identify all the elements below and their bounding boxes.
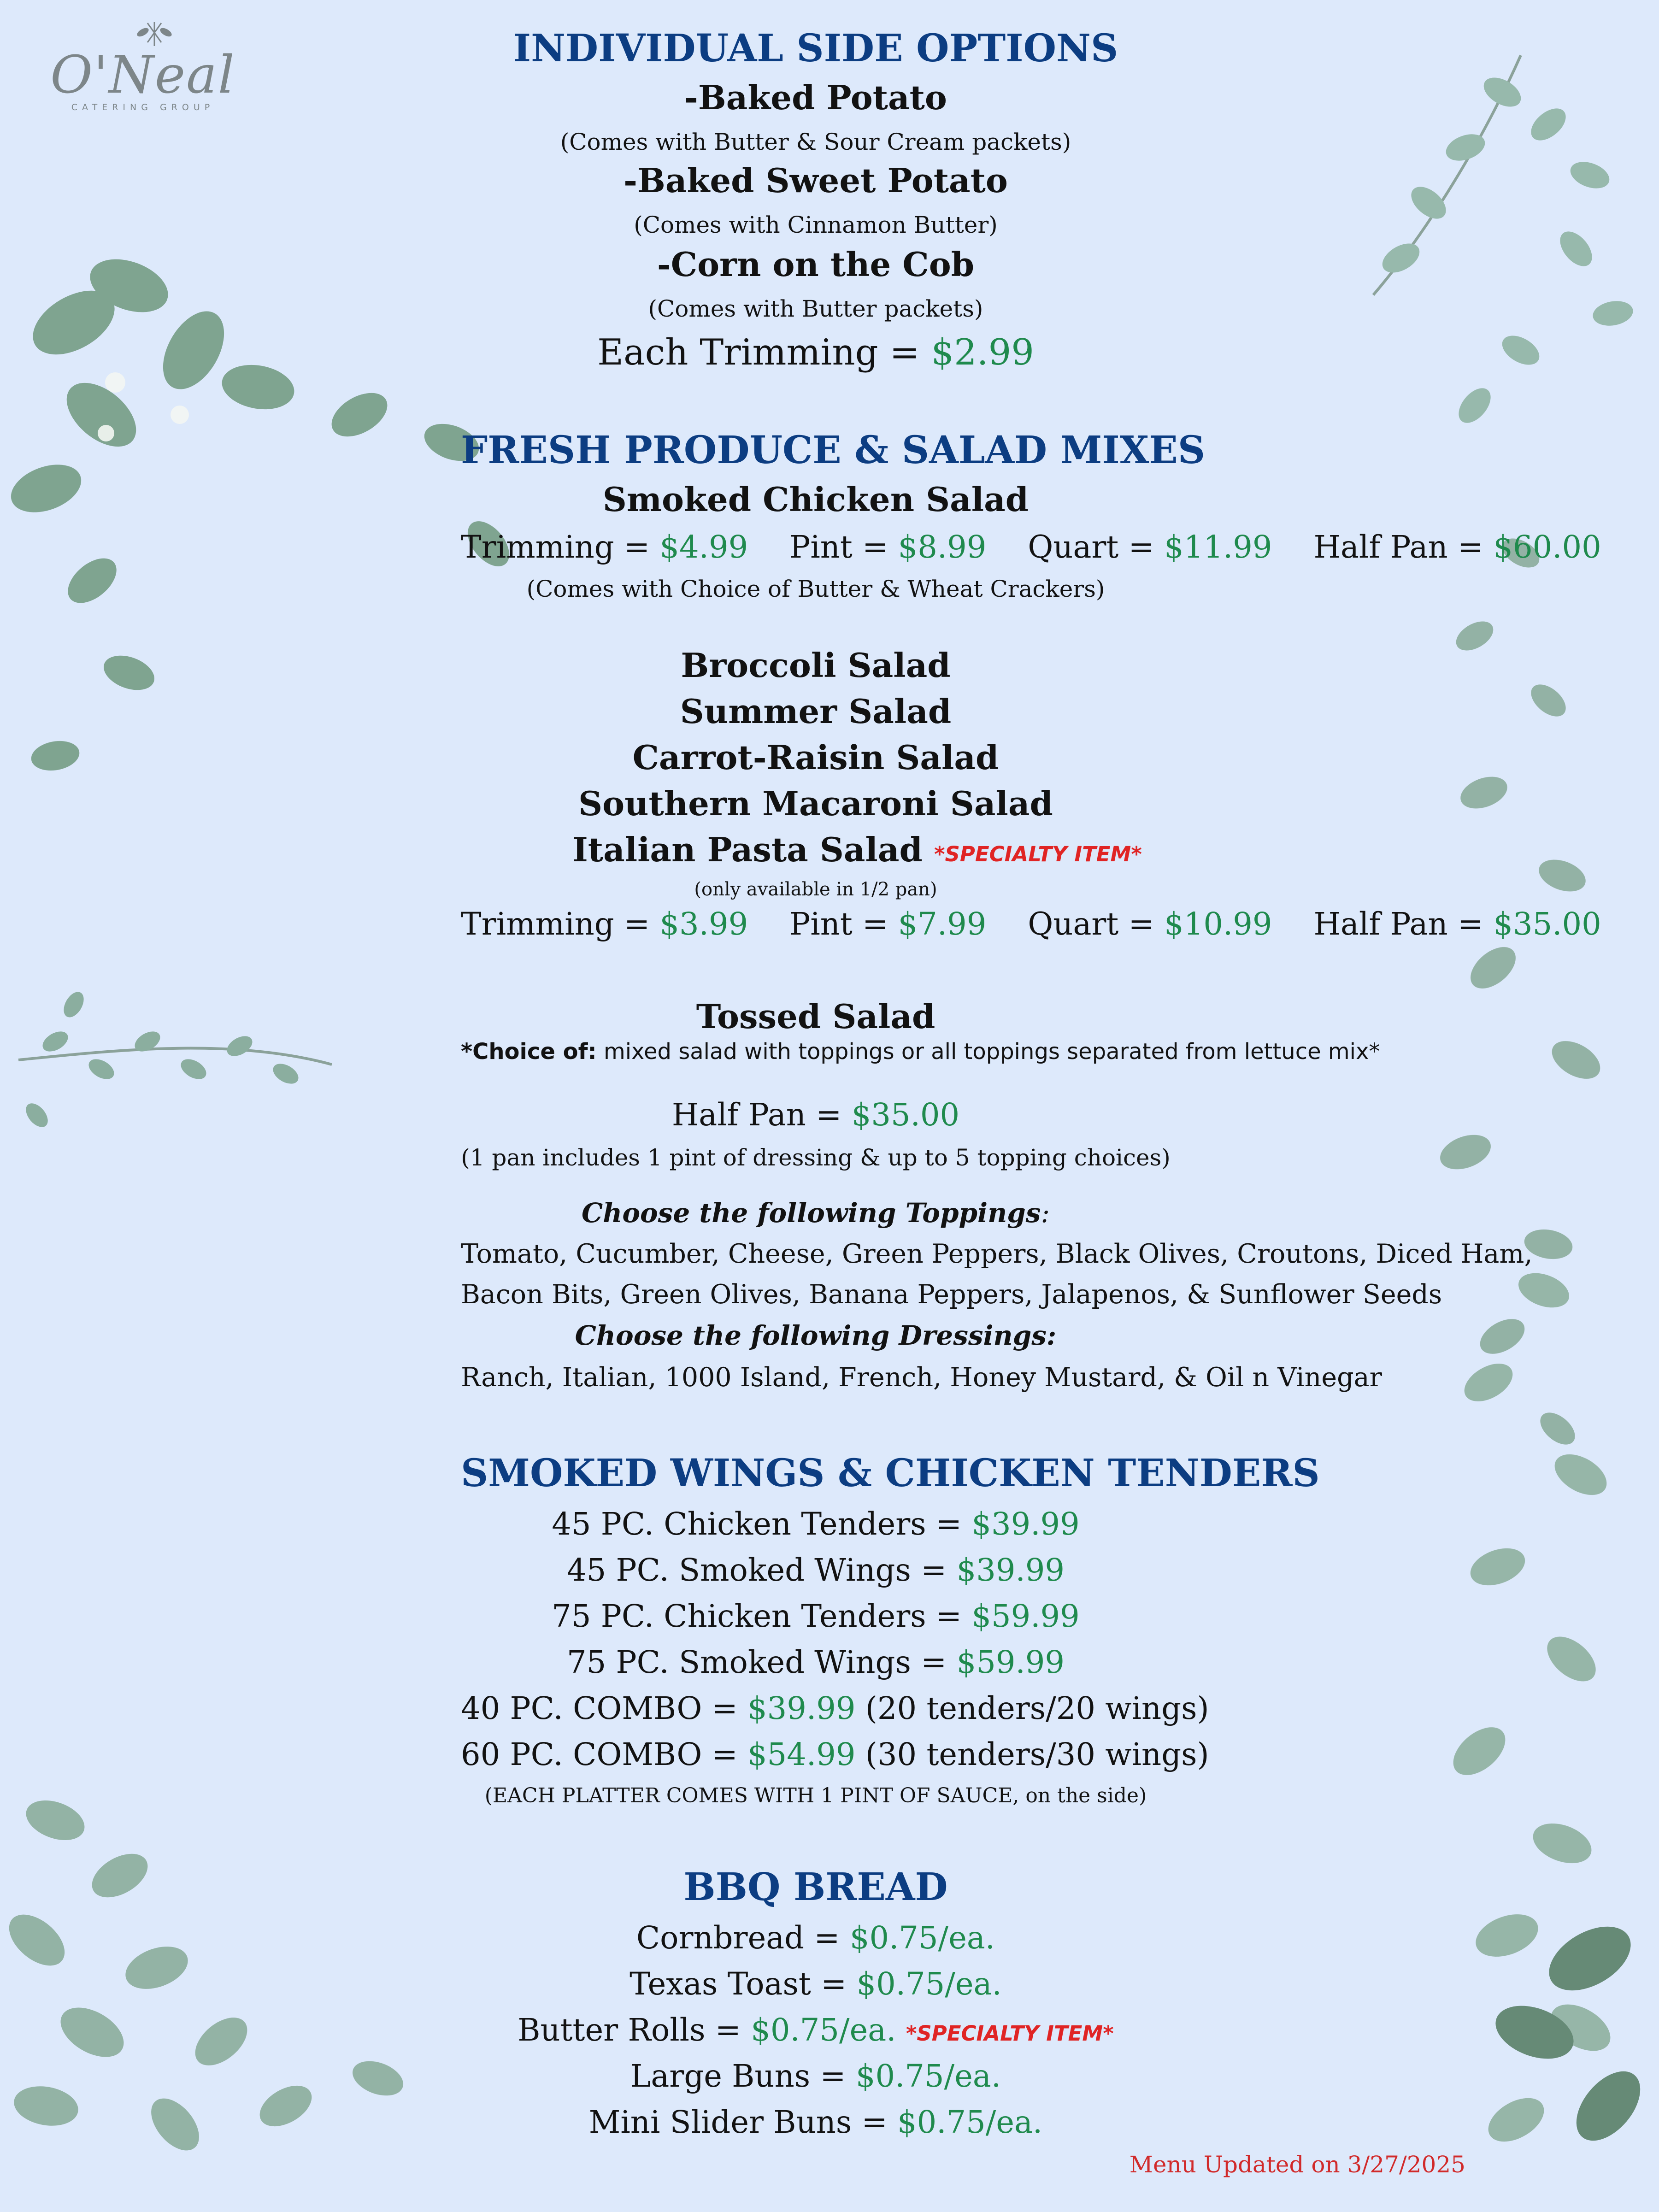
- price-value: $35.00: [1493, 906, 1601, 942]
- item-label: 75 PC. Smoked Wings =: [566, 1644, 957, 1680]
- menu-item: [461, 1507, 1171, 1541]
- menu-item: [461, 2013, 1171, 2047]
- logo-script: O'Neal: [50, 45, 235, 105]
- menu-item: [461, 2105, 1171, 2140]
- price-value: $2.99: [931, 332, 1034, 373]
- price-value: $11.99: [1164, 529, 1272, 565]
- item-note: (Comes with Cinnamon Butter): [634, 212, 998, 238]
- item-extra: (20 tenders/20 wings): [855, 1690, 1209, 1726]
- logo-subtitle: CATERING GROUP: [71, 102, 215, 112]
- menu-item: -Corn on the Cob: [657, 245, 975, 284]
- price-label: Each Trimming =: [597, 332, 931, 373]
- item-note: (Comes with Butter & Sour Cream packets): [560, 129, 1071, 155]
- menu-item: [461, 2059, 1171, 2094]
- menu-item-specialty: [461, 831, 1171, 869]
- price-label: Trimming =: [461, 529, 660, 565]
- toppings-list: Bacon Bits, Green Olives, Banana Peppers, Jalapenos, & Sunflower Seeds: [461, 1279, 1442, 1310]
- specialty-badge: *SPECIALTY ITEM*: [906, 2021, 1114, 2046]
- price-value: $59.99: [956, 1644, 1065, 1680]
- specialty-badge: *SPECIALTY ITEM*: [934, 842, 1142, 866]
- price-value: $39.99: [956, 1552, 1065, 1588]
- item-note: (only available in 1/2 pan): [694, 879, 937, 900]
- item-label: Large Buns =: [630, 2058, 856, 2094]
- price-label: Half Pan =: [1313, 529, 1494, 565]
- price-value: $0.75/ea.: [751, 2012, 896, 2048]
- item-label: Mini Slider Buns =: [588, 2104, 897, 2140]
- menu-item: [461, 1921, 1171, 1955]
- menu-item: Carrot-Raisin Salad: [632, 738, 999, 777]
- section-title-bread: BBQ BREAD: [683, 1865, 948, 1909]
- price-label: Half Pan =: [671, 1097, 852, 1133]
- price-value: $0.75/ea.: [856, 1966, 1002, 2002]
- price-value: $54.99: [747, 1736, 856, 1772]
- menu-item: -Baked Potato: [684, 78, 947, 117]
- price-line: [461, 529, 1601, 565]
- price-value: $7.99: [898, 906, 987, 942]
- price-value: $39.99: [747, 1690, 856, 1726]
- item-label: 40 PC. COMBO =: [461, 1690, 748, 1726]
- menu-item: -Baked Sweet Potato: [624, 161, 1008, 200]
- menu-item: Smoked Chicken Salad: [602, 480, 1029, 519]
- price-value: $60.00: [1493, 529, 1601, 565]
- section-title-sides: INDIVIDUAL SIDE OPTIONS: [513, 26, 1118, 71]
- menu-item: [461, 1967, 1171, 2001]
- item-label: Cornbread =: [636, 1920, 850, 1956]
- item-note: (1 pan includes 1 pint of dressing & up to 5 topping choices): [461, 1144, 1171, 1171]
- item-note: (EACH PLATTER COMES WITH 1 PINT OF SAUCE, on the side): [484, 1784, 1147, 1807]
- price-label: Pint =: [789, 906, 898, 942]
- dressings-list: Ranch, Italian, 1000 Island, French, Honey Mustard, & Oil n Vinegar: [461, 1362, 1382, 1393]
- price-label: Half Pan =: [1313, 906, 1494, 942]
- item-label: 75 PC. Chicken Tenders =: [552, 1598, 972, 1634]
- price-value: $10.99: [1164, 906, 1272, 942]
- menu-item: Summer Salad: [680, 692, 952, 731]
- price-value: $0.75/ea.: [897, 2104, 1043, 2140]
- toppings-title-text: Choose the following Toppings: [581, 1197, 1041, 1229]
- item-note: (Comes with Choice of Butter & Wheat Crackers): [526, 576, 1105, 602]
- toppings-title: [461, 1198, 1171, 1228]
- price-line: [461, 1098, 1171, 1132]
- price-label: Quart =: [1028, 529, 1165, 565]
- price-value: $4.99: [659, 529, 748, 565]
- item-label: Butter Rolls =: [518, 2012, 751, 2048]
- tossed-choice: [461, 1039, 1380, 1065]
- price-label: Trimming =: [461, 906, 660, 942]
- item-label: Texas Toast =: [629, 1966, 857, 2002]
- menu-item: Tossed Salad: [696, 997, 935, 1036]
- price-value: $8.99: [898, 529, 987, 565]
- price-label: Pint =: [789, 529, 898, 565]
- section-title-salads: FRESH PRODUCE & SALAD MIXES: [461, 428, 1206, 472]
- menu-item: [461, 1645, 1171, 1680]
- menu-item: [461, 1736, 1209, 1772]
- price-value: $0.75/ea.: [855, 2058, 1001, 2094]
- item-label: 45 PC. Chicken Tenders =: [552, 1506, 972, 1542]
- menu-item: [461, 1599, 1171, 1634]
- item-extra: (30 tenders/30 wings): [855, 1736, 1209, 1772]
- menu-item: [461, 1690, 1209, 1726]
- toppings-colon: :: [1041, 1197, 1050, 1229]
- price-label: Quart =: [1028, 906, 1165, 942]
- choice-text: mixed salad with toppings or all toppings separated from lettuce mix*: [596, 1039, 1380, 1065]
- section-title-wings: SMOKED WINGS & CHICKEN TENDERS: [461, 1451, 1320, 1495]
- price-line: [461, 333, 1171, 373]
- toppings-list: Tomato, Cucumber, Cheese, Green Peppers, Black Olives, Croutons, Diced Ham,: [461, 1239, 1533, 1269]
- menu-item: Broccoli Salad: [681, 646, 951, 685]
- menu-updated-date: Menu Updated on 3/27/2025: [1129, 2151, 1465, 2178]
- item-label: 60 PC. COMBO =: [461, 1736, 748, 1772]
- menu-item: Southern Macaroni Salad: [578, 784, 1053, 823]
- dressings-title: Choose the following Dressings:: [575, 1320, 1057, 1351]
- menu-item-label: Italian Pasta Salad: [572, 830, 923, 869]
- price-value: $35.00: [851, 1097, 960, 1133]
- choice-label: *Choice of:: [461, 1039, 597, 1065]
- price-value: $0.75/ea.: [849, 1920, 995, 1956]
- price-line: [461, 906, 1601, 942]
- menu-item: [461, 1553, 1171, 1588]
- price-value: $3.99: [659, 906, 748, 942]
- price-value: $39.99: [971, 1506, 1080, 1542]
- item-note: (Comes with Butter packets): [648, 295, 983, 322]
- item-label: 45 PC. Smoked Wings =: [566, 1552, 957, 1588]
- price-value: $59.99: [971, 1598, 1080, 1634]
